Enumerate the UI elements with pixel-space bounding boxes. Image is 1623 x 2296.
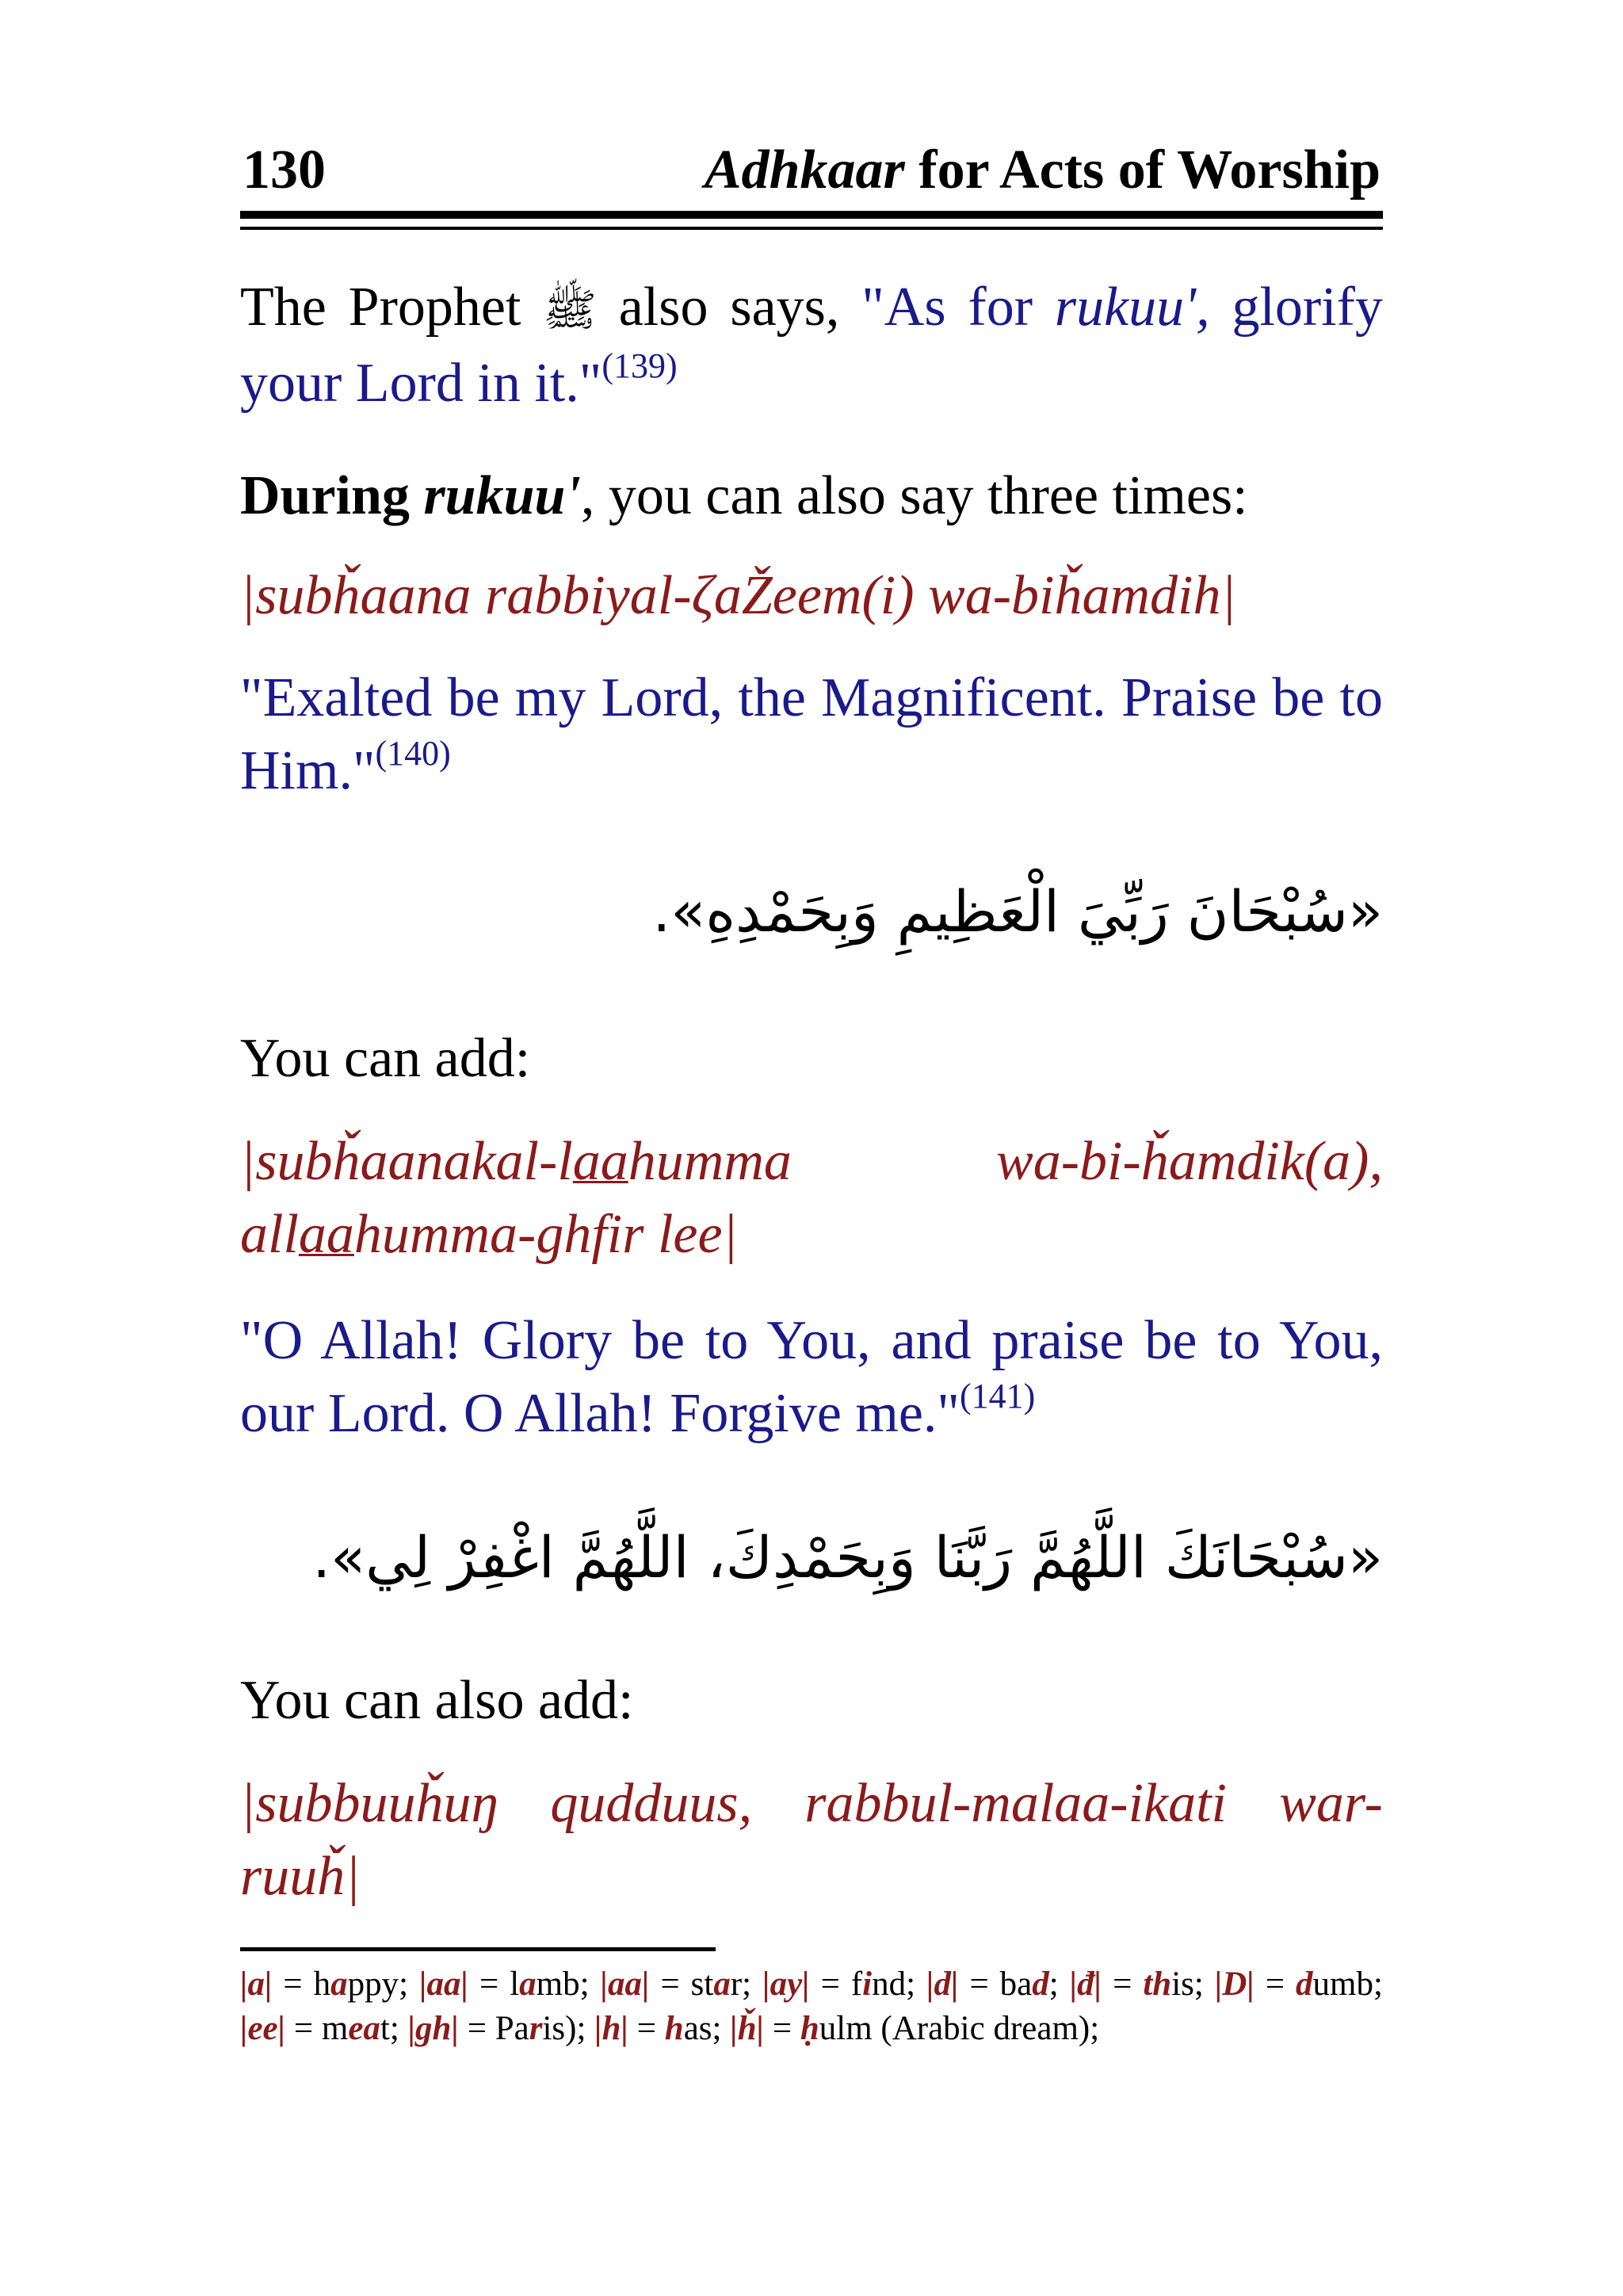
- pronunciation-key-entry: |D| = dumb;: [1214, 1966, 1383, 2003]
- example-word-start: m: [321, 2010, 349, 2047]
- during-label: During: [240, 465, 424, 526]
- running-header-rest: for Acts of Worship: [904, 139, 1381, 201]
- pronunciation-symbol: |ay|: [762, 1966, 810, 2003]
- pronunciation-key-entry: |ȟ| = ḥulm (Arabic dream);: [730, 2010, 1100, 2047]
- transliteration-3: |subbuuȟuŋ qudduus, rabbul-malaa-ikati war-ruuȟ|: [240, 1773, 1383, 1907]
- transliteration-2: [240, 1125, 1383, 1271]
- you-can-add: You can add:: [240, 1028, 531, 1089]
- footnote-ref-139: (139): [601, 346, 678, 385]
- header-rule-thin: [240, 227, 1383, 230]
- example-word-end: ;: [1048, 1966, 1059, 2003]
- example-sound-highlight: th: [1143, 1966, 1172, 2003]
- example-word-start: ba: [999, 1966, 1033, 2003]
- pronunciation-key-entry: |aa| = lamb;: [419, 1966, 590, 2003]
- pronunciation-key-entry: |a| = happy;: [240, 1966, 409, 2003]
- example-sound-highlight: h: [664, 2010, 684, 2047]
- example-word-start: st: [690, 1966, 714, 2003]
- example-word-end: mb;: [536, 1966, 590, 2003]
- rukuu-term: rukuu': [423, 465, 581, 526]
- pbuh-icon: ﷺ: [543, 285, 597, 336]
- pronunciation-key-entry: |h| = has;: [594, 2010, 722, 2047]
- example-word-start: l: [510, 1966, 520, 2003]
- example-word-end: umb;: [1312, 1966, 1383, 2003]
- translation-2-text: "O Allah! Glory be to You, and praise be to You, our Lord. O Allah! Forgive me.": [240, 1310, 1383, 1444]
- translit2-b: humma wa-bi-ȟamdik(a), all: [240, 1131, 1383, 1265]
- translation-1-text: "Exalted be my Lord, the Magnificent. Praise be to Him.": [240, 667, 1383, 801]
- instruction-rest: , you can also say three times:: [580, 465, 1248, 526]
- example-word-end: is);: [542, 2010, 586, 2047]
- footnote-rule: [240, 1947, 716, 1951]
- example-sound-highlight: d: [1032, 1966, 1049, 2003]
- pronunciation-symbol: |ȟ|: [730, 2010, 765, 2047]
- pronunciation-symbol: |đ|: [1069, 1966, 1102, 2003]
- example-sound-highlight: r: [529, 2010, 543, 2047]
- example-word-start: h: [313, 1966, 331, 2003]
- translit2-underlined-1: aa: [572, 1131, 628, 1192]
- footnote-ref-141: (141): [959, 1377, 1036, 1415]
- pronunciation-key-entry: |gh| = Paris);: [407, 2010, 586, 2047]
- pronunciation-key-entry: |aa| = star;: [600, 1966, 752, 2003]
- pronunciation-symbol: |a|: [240, 1966, 273, 2003]
- running-header-italic: Adhkaar: [704, 139, 905, 201]
- quote-b: glorify your Lord in it.": [240, 277, 1383, 414]
- translit2-a: |subȟaanakal-l: [240, 1131, 573, 1192]
- you-can-also-add: You can also add:: [240, 1670, 634, 1731]
- pronunciation-symbol: |D|: [1214, 1966, 1254, 2003]
- example-word-end: ulm (Arabic dream);: [819, 2010, 1100, 2047]
- para1-lead: The Prophet: [240, 277, 544, 338]
- example-word-end: r;: [730, 1966, 752, 2003]
- para1-mid: also says,: [596, 277, 862, 338]
- example-sound-highlight: a: [713, 1966, 731, 2003]
- paragraph-prophet-saying: [240, 271, 1383, 420]
- example-word-end: nd;: [872, 1966, 916, 2003]
- example-sound-highlight: a: [330, 1966, 348, 2003]
- example-sound-highlight: i: [862, 1966, 873, 2003]
- quote-a: "As for: [861, 277, 1055, 338]
- pronunciation-key-entry: |đ| = this;: [1069, 1966, 1204, 2003]
- pronunciation-symbol: |d|: [926, 1966, 959, 2003]
- example-sound-highlight: ḥ: [800, 2010, 819, 2047]
- quote-term: rukuu',: [1054, 277, 1210, 338]
- translation-1: [240, 662, 1383, 808]
- translation-2: [240, 1305, 1383, 1450]
- translit2-c: humma-ghfir lee|: [353, 1204, 738, 1265]
- transliteration-1: |subȟaana rabbiyal-ζaŽeem(i) wa-biȟamdih|: [240, 565, 1236, 626]
- pronunciation-key-entry: |ay| = find;: [762, 1966, 916, 2003]
- pronunciation-symbol: |gh|: [407, 2010, 459, 2047]
- pronunciation-symbol: |aa|: [419, 1966, 469, 2003]
- example-sound-highlight: ea: [348, 2010, 380, 2047]
- example-word-end: as;: [683, 2010, 722, 2047]
- example-word-end: ppy;: [347, 1966, 409, 2003]
- pronunciation-symbol: |aa|: [600, 1966, 650, 2003]
- pronunciation-symbol: |h|: [594, 2010, 628, 2047]
- example-sound-highlight: a: [519, 1966, 537, 2003]
- arabic-text-2: «سُبْحَانَكَ اللَّهُمَّ رَبَّنَا وَبِحَمْدِكَ، اللَّهُمَّ اغْفِرْ لِي».: [312, 1524, 1383, 1591]
- example-word-start: f: [850, 1966, 863, 2003]
- pronunciation-symbol: |ee|: [240, 2010, 286, 2047]
- instruction-during-rukuu: [240, 460, 1383, 533]
- arabic-text-1: «سُبْحَانَ رَبِّيَ الْعَظِيمِ وَبِحَمْدِهِ».: [652, 878, 1383, 945]
- pronunciation-key-entry: |d| = bad;: [926, 1966, 1059, 2003]
- translit2-underlined-2: aa: [298, 1204, 354, 1265]
- example-word-end: is;: [1171, 1966, 1204, 2003]
- running-header: [704, 139, 1381, 201]
- example-sound-highlight: d: [1296, 1966, 1313, 2003]
- header-rule-thick: [240, 211, 1383, 219]
- example-word-start: Pa: [495, 2010, 529, 2047]
- example-word-end: t;: [380, 2010, 399, 2047]
- pronunciation-key-footnote: [240, 1962, 1383, 2051]
- pronunciation-key-entry: |ee| = meat;: [240, 2010, 399, 2047]
- footnote-ref-140: (140): [375, 734, 451, 773]
- page-number: 130: [242, 139, 326, 201]
